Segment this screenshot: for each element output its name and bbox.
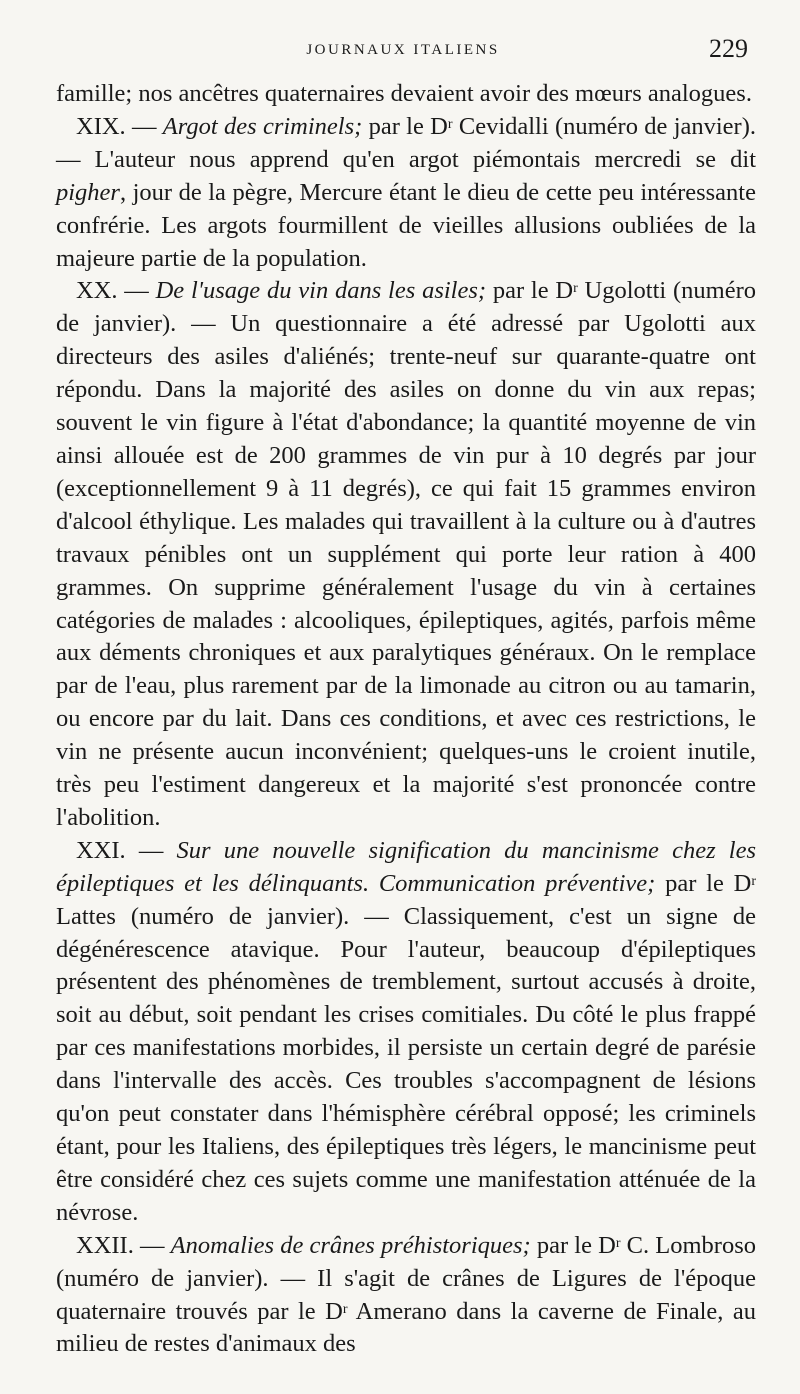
section-number: XX.: [76, 277, 118, 305]
running-title: JOURNAUX ITALIENS: [306, 42, 500, 58]
paragraph-xxii: [56, 1230, 756, 1362]
author-prefix: par le D: [530, 1231, 616, 1259]
paragraph-xx: [56, 275, 756, 834]
paragraph-text: Ugolotti (numéro de janvier). — Un questionnaire a été adressé par Ugolotti aux directeurs des asiles d'aliénés; trente-neuf sur quarante-quatre ont répondu. Dans la majorité des asiles on donne du vin aux repas; souvent le vin figure à l'état d'abondance; la quantité moyenne de vin ainsi allouée est de 200 grammes de vin pur à 10 degrés par jour (exceptionnellement 9 à 11 degrés), ce qui fait 15 grammes environ d'alcool éthylique. Les malades qui travaillent à la culture ou à d'autres travaux pénibles ont un supplément qui porte leur ration à 400 grammes. On supprime généralement l'usage du vin à certaines catégories de malades : alcooliques, épileptiques, agités, parfois même aux déments chroniques et aux paralytiques généraux. On le remplace par de l'eau, plus rarement par de la limonade au citron ou au tamarin, ou encore par du lait. Dans ces conditions, et avec ces restrictions, le vin ne présente aucun inconvénient; quelques-uns le croient inutile, très peu l'estiment dangereux et la majorité s'est prononcée contre l'abolition.: [56, 277, 757, 831]
dash: —: [117, 277, 156, 305]
argot-word: pigher: [56, 178, 120, 206]
running-head: [58, 34, 748, 64]
author-prefix: par le D: [486, 277, 574, 305]
paragraph-text: , jour de la pègre, Mercure étant le dieu de cette peu intéressante confrérie. Les argots fourmillent de vieilles allusions oubliées de la majeure partie de la population.: [56, 178, 756, 272]
superscript: r: [573, 281, 578, 297]
paragraph-xix: [56, 111, 756, 276]
paragraph-xxi: [56, 835, 756, 1230]
paragraph-text: Lattes (numéro de janvier). — Classiquement, c'est un signe de dégénérescence atavique. Pour l'auteur, beaucoup d'épileptiques présentent des phénomènes de tremblement, surtout accusés à droite, soit au début, soit pendant les crises comitiales. Du côté le plus frappé par ces manifestations morbides, il persiste un certain degré de parésie dans l'intervalle des accès. Ces troubles s'accompagnent de lésions qu'on peut constater dans l'hémisphère cérébral opposé; les criminels étant, pour les Italiens, des épileptiques très légers, le mancinisme peut être considéré chez ces sujets comme une manifestation atténuée de la névrose.: [56, 902, 756, 1226]
superscript: r: [342, 1301, 348, 1317]
dash: —: [125, 836, 177, 864]
paragraph-text: C. Lombroso (numéro de janvier). — Il s'agit de crânes de Ligures de l'époque quaternaire trouvés par le D: [56, 1231, 757, 1325]
superscript: r: [447, 116, 453, 132]
article-title: Sur une nouvelle signification du mancinisme chez les épileptiques et les délinquants. Communication préventive;: [56, 836, 756, 897]
section-number: XXI.: [76, 836, 126, 864]
page-number: 229: [709, 34, 748, 63]
superscript: r: [615, 1235, 621, 1251]
dash: —: [125, 112, 163, 140]
paragraph-text: Amerano dans la caverne de Finale, au milieu de restes d'animaux des: [56, 1297, 756, 1358]
body-text: [56, 78, 756, 1361]
article-title: Argot des criminels;: [162, 112, 363, 140]
paragraph-continuation: famille; nos ancêtres quaternaires devaient avoir des mœurs analogues.: [56, 80, 752, 107]
section-number: XIX.: [76, 112, 126, 140]
article-title: Anomalies de crânes préhistoriques;: [170, 1231, 531, 1259]
dash: —: [133, 1231, 171, 1259]
superscript: r: [751, 873, 756, 889]
author-prefix: par le D: [362, 112, 448, 140]
section-number: XXII.: [76, 1231, 134, 1259]
article-title: De l'usage du vin dans les asiles;: [155, 277, 487, 305]
paragraph-text: Cevidalli (numéro de janvier). — L'auteur nous apprend qu'en argot piémontais mercredi se dit: [56, 112, 757, 173]
author-prefix: par le D: [655, 869, 752, 897]
